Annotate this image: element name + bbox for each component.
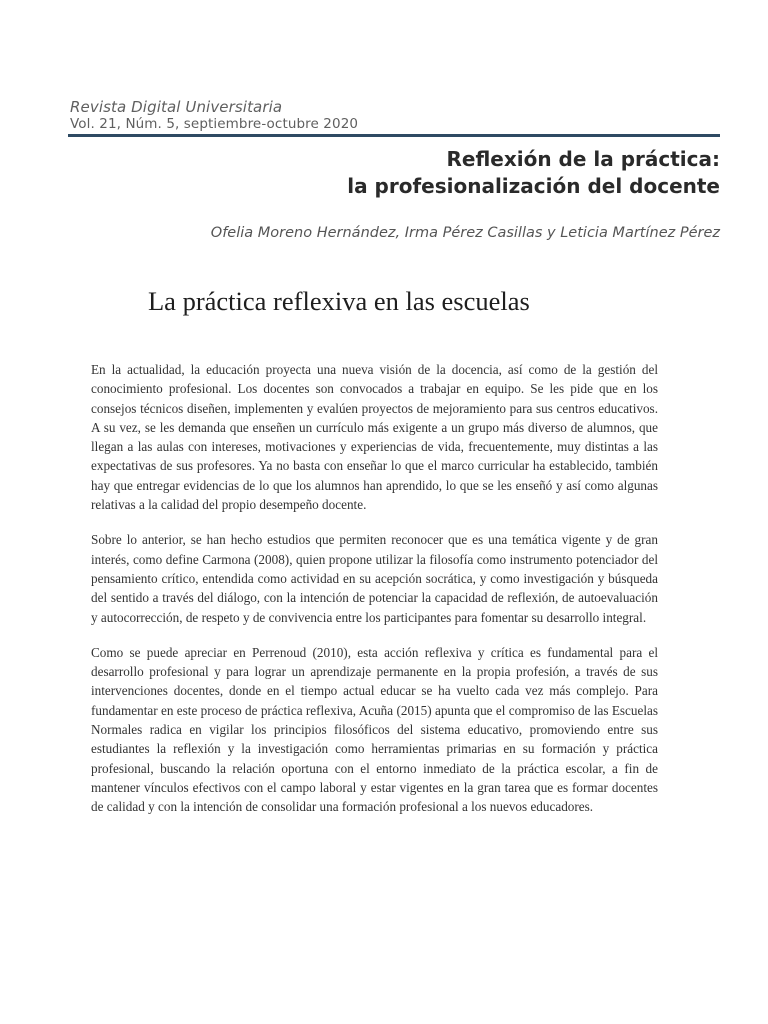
article-authors: Ofelia Moreno Hernández, Irma Pérez Casillas y Leticia Martínez Pérez [210, 225, 720, 241]
journal-issue: Vol. 21, Núm. 5, septiembre-octubre 2020 [70, 116, 359, 132]
article-title-line-2: la profesionalización del docente [347, 174, 720, 198]
article-body [91, 360, 658, 833]
header-divider [68, 134, 720, 137]
article-title-line-1: Reflexión de la práctica: [446, 147, 720, 171]
section-heading: La práctica reflexiva en las escuelas [148, 286, 530, 316]
journal-name: Revista Digital Universitaria [70, 98, 283, 116]
journal-header [70, 98, 720, 133]
body-paragraph: Sobre lo anterior, se han hecho estudios que permiten reconocer que es una temática vigente y de gran interés, como define Carmona (2008), quien propone utilizar la filosofía como instrumento potenciador del pensamiento crítico, entendida como actividad en su acepción socrática, y como investigación y búsqueda del sentido a través del diálogo, con la intención de potenciar la capacidad de reflexión, de autoevaluación y autocorrección, de respeto y de convivencia entre los participantes para fomentar su desarrollo integral. [91, 532, 658, 625]
article-title [160, 146, 720, 200]
body-paragraph: En la actualidad, la educación proyecta una nueva visión de la docencia, así como de la gestión del conocimiento profesional. Los docentes son convocados a trabajar en equipo. Se les pide que en los consejos técnicos diseñen, implementen y evalúen proyectos de mejoramiento para sus centros educativos. A su vez, se les demanda que enseñen un currículo más exigente a un grupo más diverso de alumnos, que llegan a las aulas con intereses, motivaciones y experiencias de vida, frecuentemente, muy distintas a las expectativas de sus profesores. Ya no basta con enseñar lo que el marco curricular ha establecido, también hay que entregar evidencias de lo que los alumnos han aprendido, lo que se les enseñó y así como algunas relativas a la calidad del propio desempeño docente. [91, 362, 658, 513]
body-paragraph: Como se puede apreciar en Perrenoud (2010), esta acción reflexiva y crítica es fundamental para el desarrollo profesional y para lograr un aprendizaje permanente en la propia profesión, a través de sus intervenciones docentes, donde en el tiempo actual educar se ha vuelto cada vez más complejo. Para fundamentar en este proceso de práctica reflexiva, Acuña (2015) apunta que el compromiso de las Escuelas Normales radica en vigilar los principios filosóficos del sistema educativo, promoviendo entre sus estudiantes la reflexión y la investigación como herramientas primarias en su formación y práctica profesional, buscando la relación oportuna con el entorno inmediato de la práctica escolar, a fin de mantener vínculos efectivos con el campo laboral y estar vigentes en la gran tarea que es formar docentes de calidad y con la intención de consolidar una formación profesional a los nuevos educadores. [91, 644, 658, 815]
